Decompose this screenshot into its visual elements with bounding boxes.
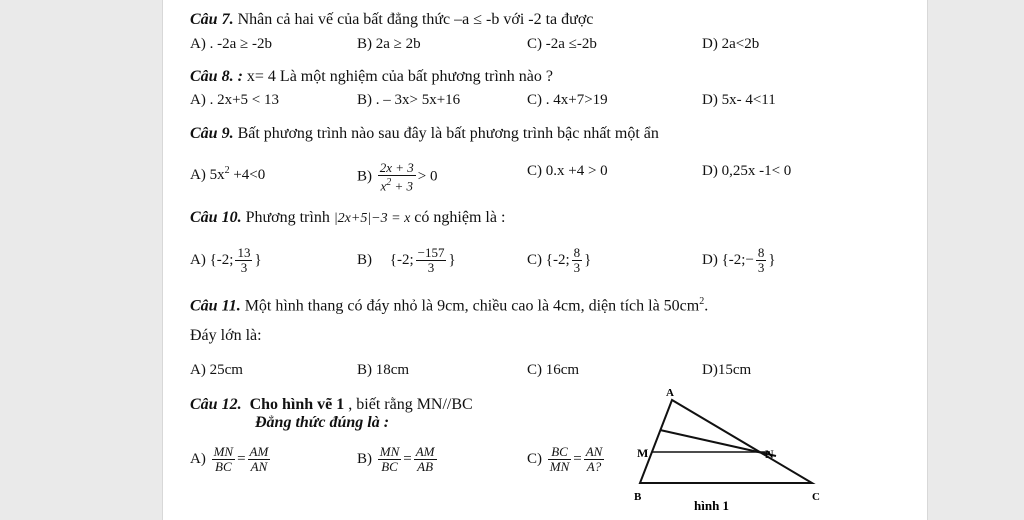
fraction-numerator: MN [213,444,234,459]
fraction-numerator: 2x + 3 [379,160,414,175]
denominator-rest: + 3 [391,178,414,194]
question-11-text: Một hình thang có đáy nhỏ là 9cm, chiều cao là 4cm, diện tích là 50cm [244,297,700,315]
q9-option-b-label: B) [357,168,372,185]
question-12-text-rest: , biết rằng MN//BC [348,396,473,413]
question-11-exponent: 2 [699,296,705,307]
q10-option-a [190,246,262,275]
fraction-numerator: 8 [573,245,581,260]
set-close: } [448,251,456,268]
q9-option-c: C) 0.x +4 > 0 [527,163,608,179]
q7-option-b: B) 2a ≥ 2b [357,36,421,52]
fraction-numerator: AN [585,444,603,459]
denominator-base: x [380,178,387,194]
q9-option-b-rest: > 0 [417,168,438,185]
q12-option-b [357,445,439,474]
q10-option-a-label: A) {-2; [190,251,234,268]
q9-option-b-fraction [378,161,416,193]
vertex-b-label: B [634,491,642,503]
triangle-figure [630,384,830,516]
q12-option-a-fraction-1 [212,445,236,474]
question-12-text-bold: Cho hình vẽ 1 [249,396,345,413]
q7-option-c: C) -2a ≤-2b [527,36,597,52]
fraction-numerator: 13 [237,245,251,260]
question-12-subtitle: Đẳng thức đúng là : [255,414,390,431]
q12-option-b-fraction-2 [414,445,437,474]
question-7-label: Câu 7. [190,11,234,28]
q9-option-a-base: A) 5x [190,167,225,183]
q12-option-c-label: C) [527,450,542,467]
q12-option-a-label: A) [190,450,206,467]
q8-option-d: D) 5x- 4<11 [702,92,776,108]
set-close: } [768,251,776,268]
denominator-exponent: 2 [386,177,392,188]
q10-option-d [702,246,776,275]
q10-option-b-fraction [416,246,447,275]
question-11-end: . [704,297,709,315]
equals-sign: = [403,450,412,467]
question-12-label: Câu 12. [190,396,242,413]
question-10-label: Câu 10. [190,209,242,226]
fraction-denominator: BC [215,459,232,474]
fraction-denominator: AB [417,459,434,474]
question-11 [190,292,708,316]
equals-sign: = [573,450,582,467]
q8-option-b: B) . – 3x> 5x+16 [357,92,461,108]
q10-option-b [357,246,456,275]
question-10-equation: |2x+5|−3 = x [333,211,411,226]
question-9-label: Câu 9. [190,125,234,142]
fraction-denominator: 3 [427,260,435,275]
question-8-text: x= 4 Là một nghiệm của bất phương trình nào ? [246,68,553,85]
q9-option-a-exponent: 2 [224,165,230,176]
fraction-denominator: 3 [240,260,248,275]
q10-option-a-fraction [235,246,252,275]
question-10-text-pre: Phương trình [245,209,330,226]
q10-option-d-fraction [756,246,767,275]
vertex-m-label: M [637,446,649,460]
fraction-numerator: AM [415,444,435,459]
fraction-denominator: AN [250,459,268,474]
question-8-label: Câu 8. : [190,68,243,85]
fraction-numerator: −157 [417,245,445,260]
q9-option-a [190,161,265,185]
fraction-numerator: MN [379,444,400,459]
q12-option-a [190,445,272,474]
vertex-n-label: N [765,447,774,461]
fraction-numerator: 8 [757,245,765,260]
question-9 [190,124,659,144]
q12-option-b-label: B) [357,450,372,467]
question-8 [190,67,553,87]
q8-option-a: A) . 2x+5 < 13 [190,92,279,108]
q9-option-a-rest: +4<0 [229,167,266,183]
question-11-line-2: Đáy lớn là: [190,327,262,344]
vertex-c-label: C [812,491,820,503]
q10-option-b-set: {-2; [389,251,414,268]
question-10 [190,208,505,229]
q10-option-c-fraction [572,246,583,275]
q9-option-b [357,161,438,193]
q7-option-a: A) . -2a ≥ -2b [190,36,272,52]
q10-option-d-label: D) {-2;− [702,251,754,268]
triangle-abc [640,400,812,483]
q10-option-c-label: C) {-2; [527,251,570,268]
question-7 [190,10,593,30]
set-close: } [584,251,592,268]
q11-option-c: C) 16cm [527,362,580,378]
fraction-denominator: 3 [757,260,765,275]
question-9-text: Bất phương trình nào sau đây là bất phương trình bậc nhất một ẩn [237,125,659,142]
fraction-denominator: BC [381,459,398,474]
question-12 [190,395,473,415]
q12-option-c [527,445,606,474]
q7-option-d: D) 2a<2b [702,36,760,52]
q11-option-b: B) 18cm [357,362,410,378]
question-11-label: Câu 11. [190,297,241,315]
q8-option-c: C) . 4x+7>19 [527,92,608,108]
q12-option-a-fraction-2 [248,445,271,474]
fraction-denominator [378,176,415,193]
question-10-text-post: có nghiệm là : [414,209,506,226]
question-7-text: Nhân cả hai vế của bất đẳng thức –a ≤ -b với -2 ta được [237,11,594,28]
q12-option-b-fraction-1 [378,445,402,474]
set-close: } [254,251,262,268]
figure-caption: hình 1 [694,498,730,513]
q10-option-b-label: B) [357,251,372,268]
fraction-denominator: 3 [573,260,581,275]
fraction-denominator: A? [586,459,602,474]
q11-option-d: D)15cm [702,362,752,378]
q10-option-c [527,246,591,275]
q11-option-a: A) 25cm [190,362,243,378]
fraction-denominator: MN [549,459,570,474]
fraction-numerator: AM [249,444,269,459]
q12-option-c-fraction-2 [584,445,605,474]
fraction-numerator: BC [551,444,568,459]
equals-sign: = [237,450,246,467]
q9-option-d: D) 0,25x -1< 0 [702,163,792,179]
vertex-a-label: A [666,387,674,399]
q12-option-c-fraction-1 [548,445,572,474]
